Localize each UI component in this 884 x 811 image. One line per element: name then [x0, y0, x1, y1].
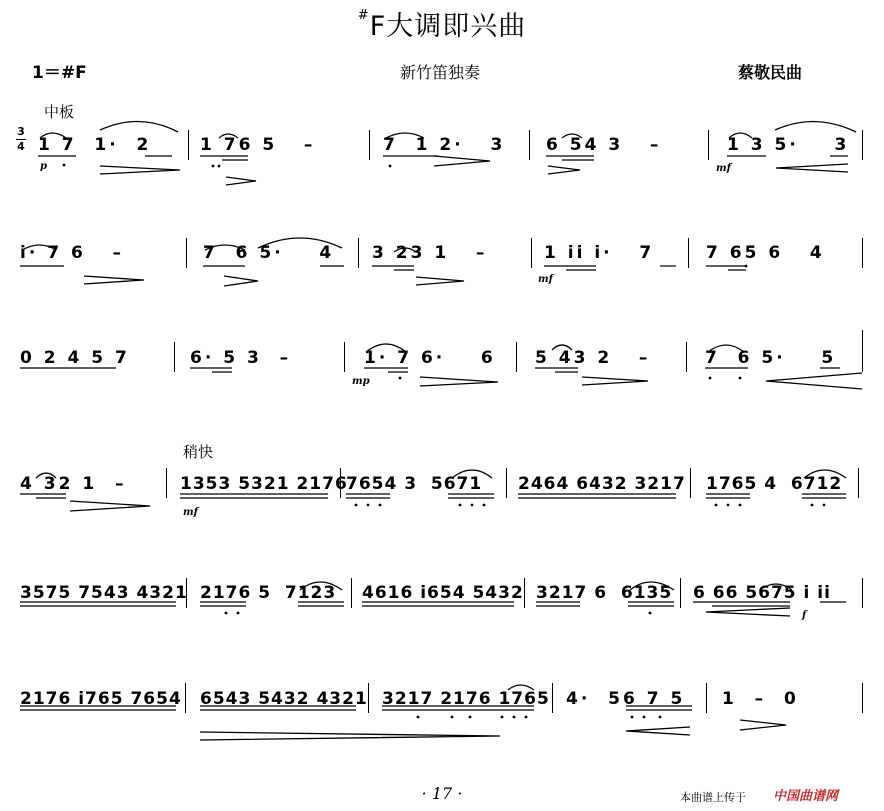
- barline: [862, 130, 863, 160]
- measure: 3 23 1 –: [372, 243, 488, 263]
- measure: 4616 i654 5432: [362, 583, 524, 603]
- barline: [552, 683, 553, 713]
- measure: 4 32 1 –: [20, 474, 127, 494]
- measure: 6543 5432 4321: [200, 689, 368, 709]
- measure: 1· 7 6· 6: [364, 348, 496, 368]
- dynamic-mark: mf: [716, 163, 731, 174]
- barline: [862, 578, 863, 608]
- score-row-5: [0, 578, 884, 668]
- measure: 4· 56 7 5: [566, 689, 686, 709]
- barline: [688, 238, 689, 268]
- measure: 1 – 0: [722, 689, 799, 709]
- measure: i· 7 6 –: [20, 243, 125, 263]
- barline: [166, 468, 167, 498]
- site-logo-text: 中国曲谱网: [773, 789, 839, 804]
- measure: 5 43 2 –: [535, 348, 651, 368]
- measure: 3575 7543 4321: [20, 583, 188, 603]
- measure: 7654 3 5671: [346, 474, 483, 494]
- barline: [344, 342, 345, 372]
- measure: 1765 4 6712: [706, 474, 843, 494]
- dynamic-mark: p: [40, 161, 47, 172]
- barline: [862, 683, 863, 713]
- score-row-6: [0, 683, 884, 773]
- barline: [858, 468, 859, 498]
- time-signature-top: 3: [17, 125, 25, 138]
- measure: 1 76 5 –: [200, 135, 316, 155]
- measure: 2176 i765 7654: [20, 689, 182, 709]
- measure: 0 2 4 5 7: [20, 348, 130, 368]
- measure: 7 6 5· 4: [203, 243, 335, 263]
- barline: [186, 238, 187, 268]
- instrument-label: 新竹笛独奏: [400, 63, 481, 82]
- measure: 1 ii i· 7: [544, 243, 655, 263]
- barline: [188, 130, 189, 160]
- barline: [862, 238, 863, 268]
- score-row-2: [0, 238, 884, 328]
- time-signature-bottom: 4: [17, 140, 25, 153]
- measure: 7 6 5· 5: [705, 348, 837, 368]
- dynamic-mark: f: [802, 610, 807, 621]
- page-number: · 17 ·: [421, 784, 463, 803]
- barline: [506, 468, 507, 498]
- site-logo: [773, 785, 838, 804]
- barline: [351, 578, 352, 608]
- title-text: F大调即兴曲: [369, 11, 527, 42]
- measure: 6 54 3 –: [546, 135, 662, 155]
- barline: [531, 238, 532, 268]
- measure: 6· 5 3 –: [190, 348, 292, 368]
- barline: [516, 342, 517, 372]
- dynamic-mark: mf: [183, 507, 198, 518]
- barline: [186, 578, 187, 608]
- barline: [690, 468, 691, 498]
- barline: [529, 130, 530, 160]
- barline: [358, 238, 359, 268]
- composer-label: 蔡敬民曲: [738, 63, 803, 82]
- score-row-4: [0, 465, 884, 555]
- measure: 1353 5321 2176: [180, 474, 348, 494]
- tempo-mark-moderato: 中板: [44, 103, 75, 121]
- barline: [862, 330, 863, 372]
- measure: 7 1 2· 3: [383, 135, 506, 155]
- title-sharp: #: [357, 8, 370, 23]
- measure: 3217 2176 1765: [382, 689, 550, 709]
- barline: [680, 578, 681, 608]
- measure: 7 65 6 4: [706, 243, 825, 263]
- tempo-mark-faster: 稍快: [183, 443, 214, 461]
- barline: [708, 130, 709, 160]
- measure: 6 66 5675 i ii: [693, 583, 831, 603]
- score-row-1: [0, 125, 884, 215]
- barline: [185, 683, 186, 713]
- measure: 2176 5 7123: [200, 583, 337, 603]
- measure: 2464 6432 3217: [518, 474, 686, 494]
- dynamic-mark: mp: [352, 376, 370, 387]
- key-signature: 1＝#F: [32, 63, 87, 83]
- measure: 3217 6 6135: [536, 583, 673, 603]
- barline: [706, 683, 707, 713]
- barline: [368, 683, 369, 713]
- barline: [174, 342, 175, 372]
- dynamic-mark: mf: [538, 274, 553, 285]
- upload-note: 本曲谱上传于: [680, 791, 746, 804]
- barline: [686, 342, 687, 372]
- measure: 1 7 1· 2: [38, 135, 152, 155]
- barline: [524, 578, 525, 608]
- score-title: [0, 4, 884, 43]
- barline: [369, 130, 370, 160]
- barline: [340, 468, 341, 498]
- measure: 1 3 5· 3: [727, 135, 850, 155]
- score-row-3: [0, 340, 884, 430]
